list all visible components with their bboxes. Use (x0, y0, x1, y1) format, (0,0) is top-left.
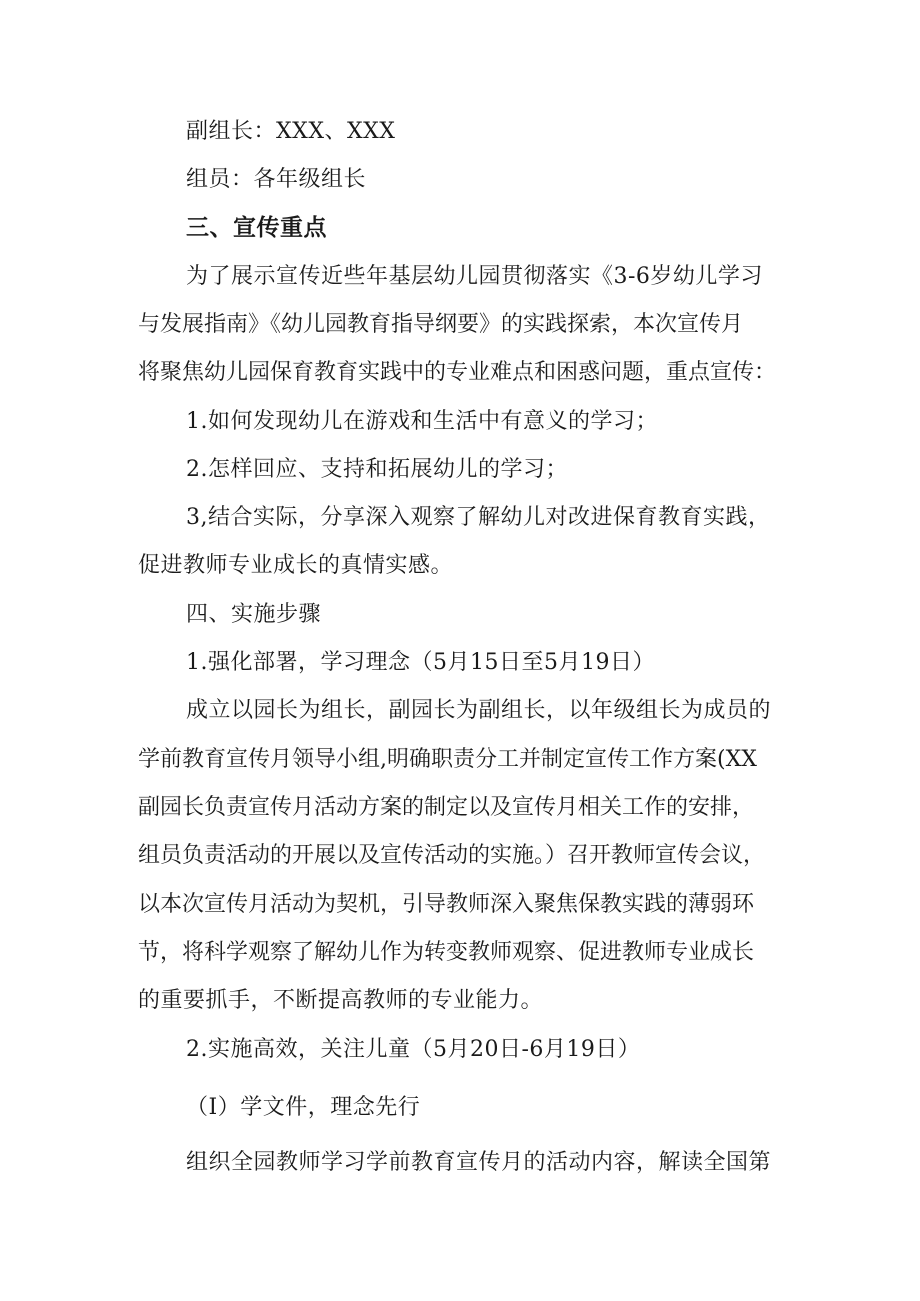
deputy-leader-line: 副组长：XXX、XXX (186, 119, 396, 144)
step-2-title: 2.实施高效，关注儿童（5月20日-6月19日） (186, 1037, 641, 1062)
paragraph-line: 与发展指南》《幼儿园教育指导纲要》的实践探索，本次宣传月 (138, 312, 744, 337)
paragraph-line: 组织全园教师学习学前教育宣传月的活动内容，解读全国第 (186, 1150, 772, 1175)
paragraph-line: 将聚焦幼儿园保育教育实践中的专业难点和困惑问题，重点宣传： (138, 360, 777, 385)
section-heading-3: 三、宣传重点 (186, 215, 327, 241)
step-1-title: 1.强化部署，学习理念（5月15日至5月19日） (186, 650, 655, 675)
paragraph-line: 组员负责活动的开展以及宣传活动的实施。）召开教师宣传会议， (138, 843, 766, 868)
paragraph-line: 节，将科学观察了解幼儿作为转变教师观察、促进教师专业成长 (138, 940, 755, 965)
list-item-1: 1.如何发现幼儿在游戏和生活中有意义的学习； (186, 409, 658, 434)
paragraph-line: 成立以园长为组长，副园长为副组长，以年级组长为成员的 (186, 698, 772, 723)
paragraph-line: 为了展示宣传近些年基层幼儿园贯彻落实《3-6岁幼儿学习 (186, 264, 763, 289)
paragraph-line: 学前教育宣传月领导小组,明确职责分工并制定宣传工作方案(XX (138, 747, 757, 772)
paragraph-line: 的重要抓手，不断提高教师的专业能力。 (138, 988, 544, 1013)
list-item-3: 3,结合实际，分享深入观察了解幼儿对改进保育教育实践， (186, 505, 771, 530)
paragraph-line: 促进教师专业成长的真情实感。 (138, 553, 454, 578)
members-line: 组员：各年级组长 (186, 167, 367, 192)
paragraph-line: 副园长负责宣传月活动方案的制定以及宣传月相关工作的安排， (138, 795, 755, 820)
list-item-2: 2.怎样回应、支持和拓展幼儿的学习； (186, 457, 568, 482)
section-heading-4: 四、实施步骤 (186, 602, 322, 627)
subsection-title: （I）学文件，理念先行 (186, 1095, 421, 1120)
paragraph-line: 以本次宣传月活动为契机，引导教师深入聚焦保教实践的薄弱环 (138, 892, 755, 917)
